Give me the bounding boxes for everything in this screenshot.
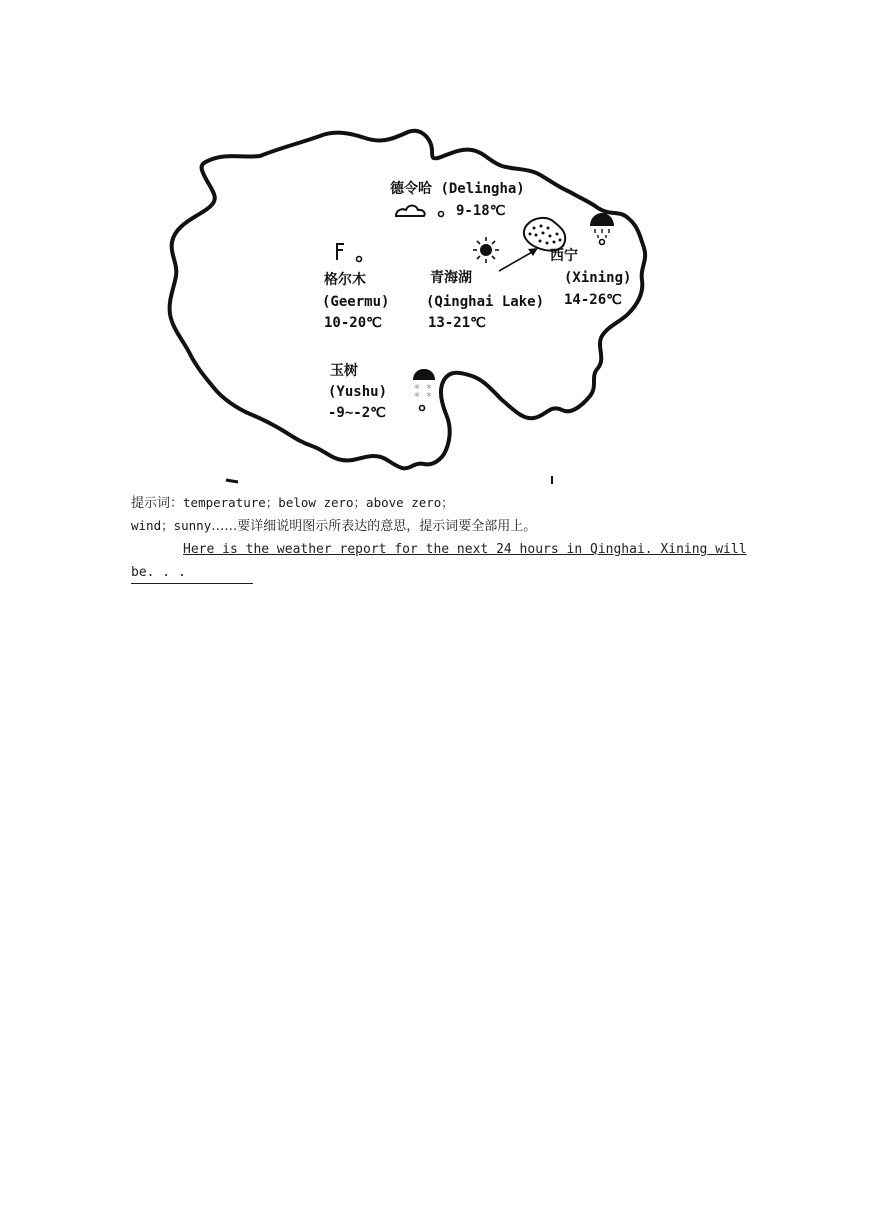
svg-text:＊: ＊ [426, 384, 433, 391]
answer-line-1: Here is the weather report for the next 24 hours in Qinghai. Xining will [183, 542, 747, 557]
yushu-en: (Yushu) [328, 384, 388, 400]
xining-name: 西宁 [550, 248, 578, 264]
delingha-temp: 9-18℃ [456, 203, 506, 219]
geermu-temp: 10-20℃ [324, 315, 382, 331]
hint-instruction: ……要详细说明图示所表达的意思，提示词要全部用上。 [211, 519, 537, 534]
hint-label: 提示词： [131, 496, 184, 511]
svg-text:＊: ＊ [414, 384, 421, 391]
qinghai-lake-temp: 13-21℃ [428, 315, 486, 331]
svg-text:＊: ＊ [414, 392, 421, 399]
hint-words-2: wind；sunny [131, 518, 212, 533]
geermu-name: 格尔木 [324, 272, 366, 288]
xining-temp: 14-26℃ [564, 292, 622, 308]
yushu-temp: -9~-2℃ [328, 405, 386, 421]
xining-en: (Xining) [564, 270, 632, 286]
qinghai-weather-map [150, 118, 670, 488]
delingha-name: 德令哈 (Delingha) [390, 181, 525, 197]
qinghai-lake-name: 青海湖 [430, 270, 472, 286]
answer-area [131, 538, 747, 584]
svg-text:＊: ＊ [426, 392, 433, 399]
hint-words-1: temperature；below zero；above zero； [183, 495, 454, 510]
geermu-en: (Geermu) [322, 294, 390, 310]
hint-line-1 [131, 491, 454, 515]
hint-line-2 [131, 514, 536, 538]
yushu-name: 玉树 [330, 363, 358, 379]
qinghai-lake-en: (Qinghai Lake) [426, 294, 545, 310]
answer-line-2: be. . . [131, 563, 253, 584]
